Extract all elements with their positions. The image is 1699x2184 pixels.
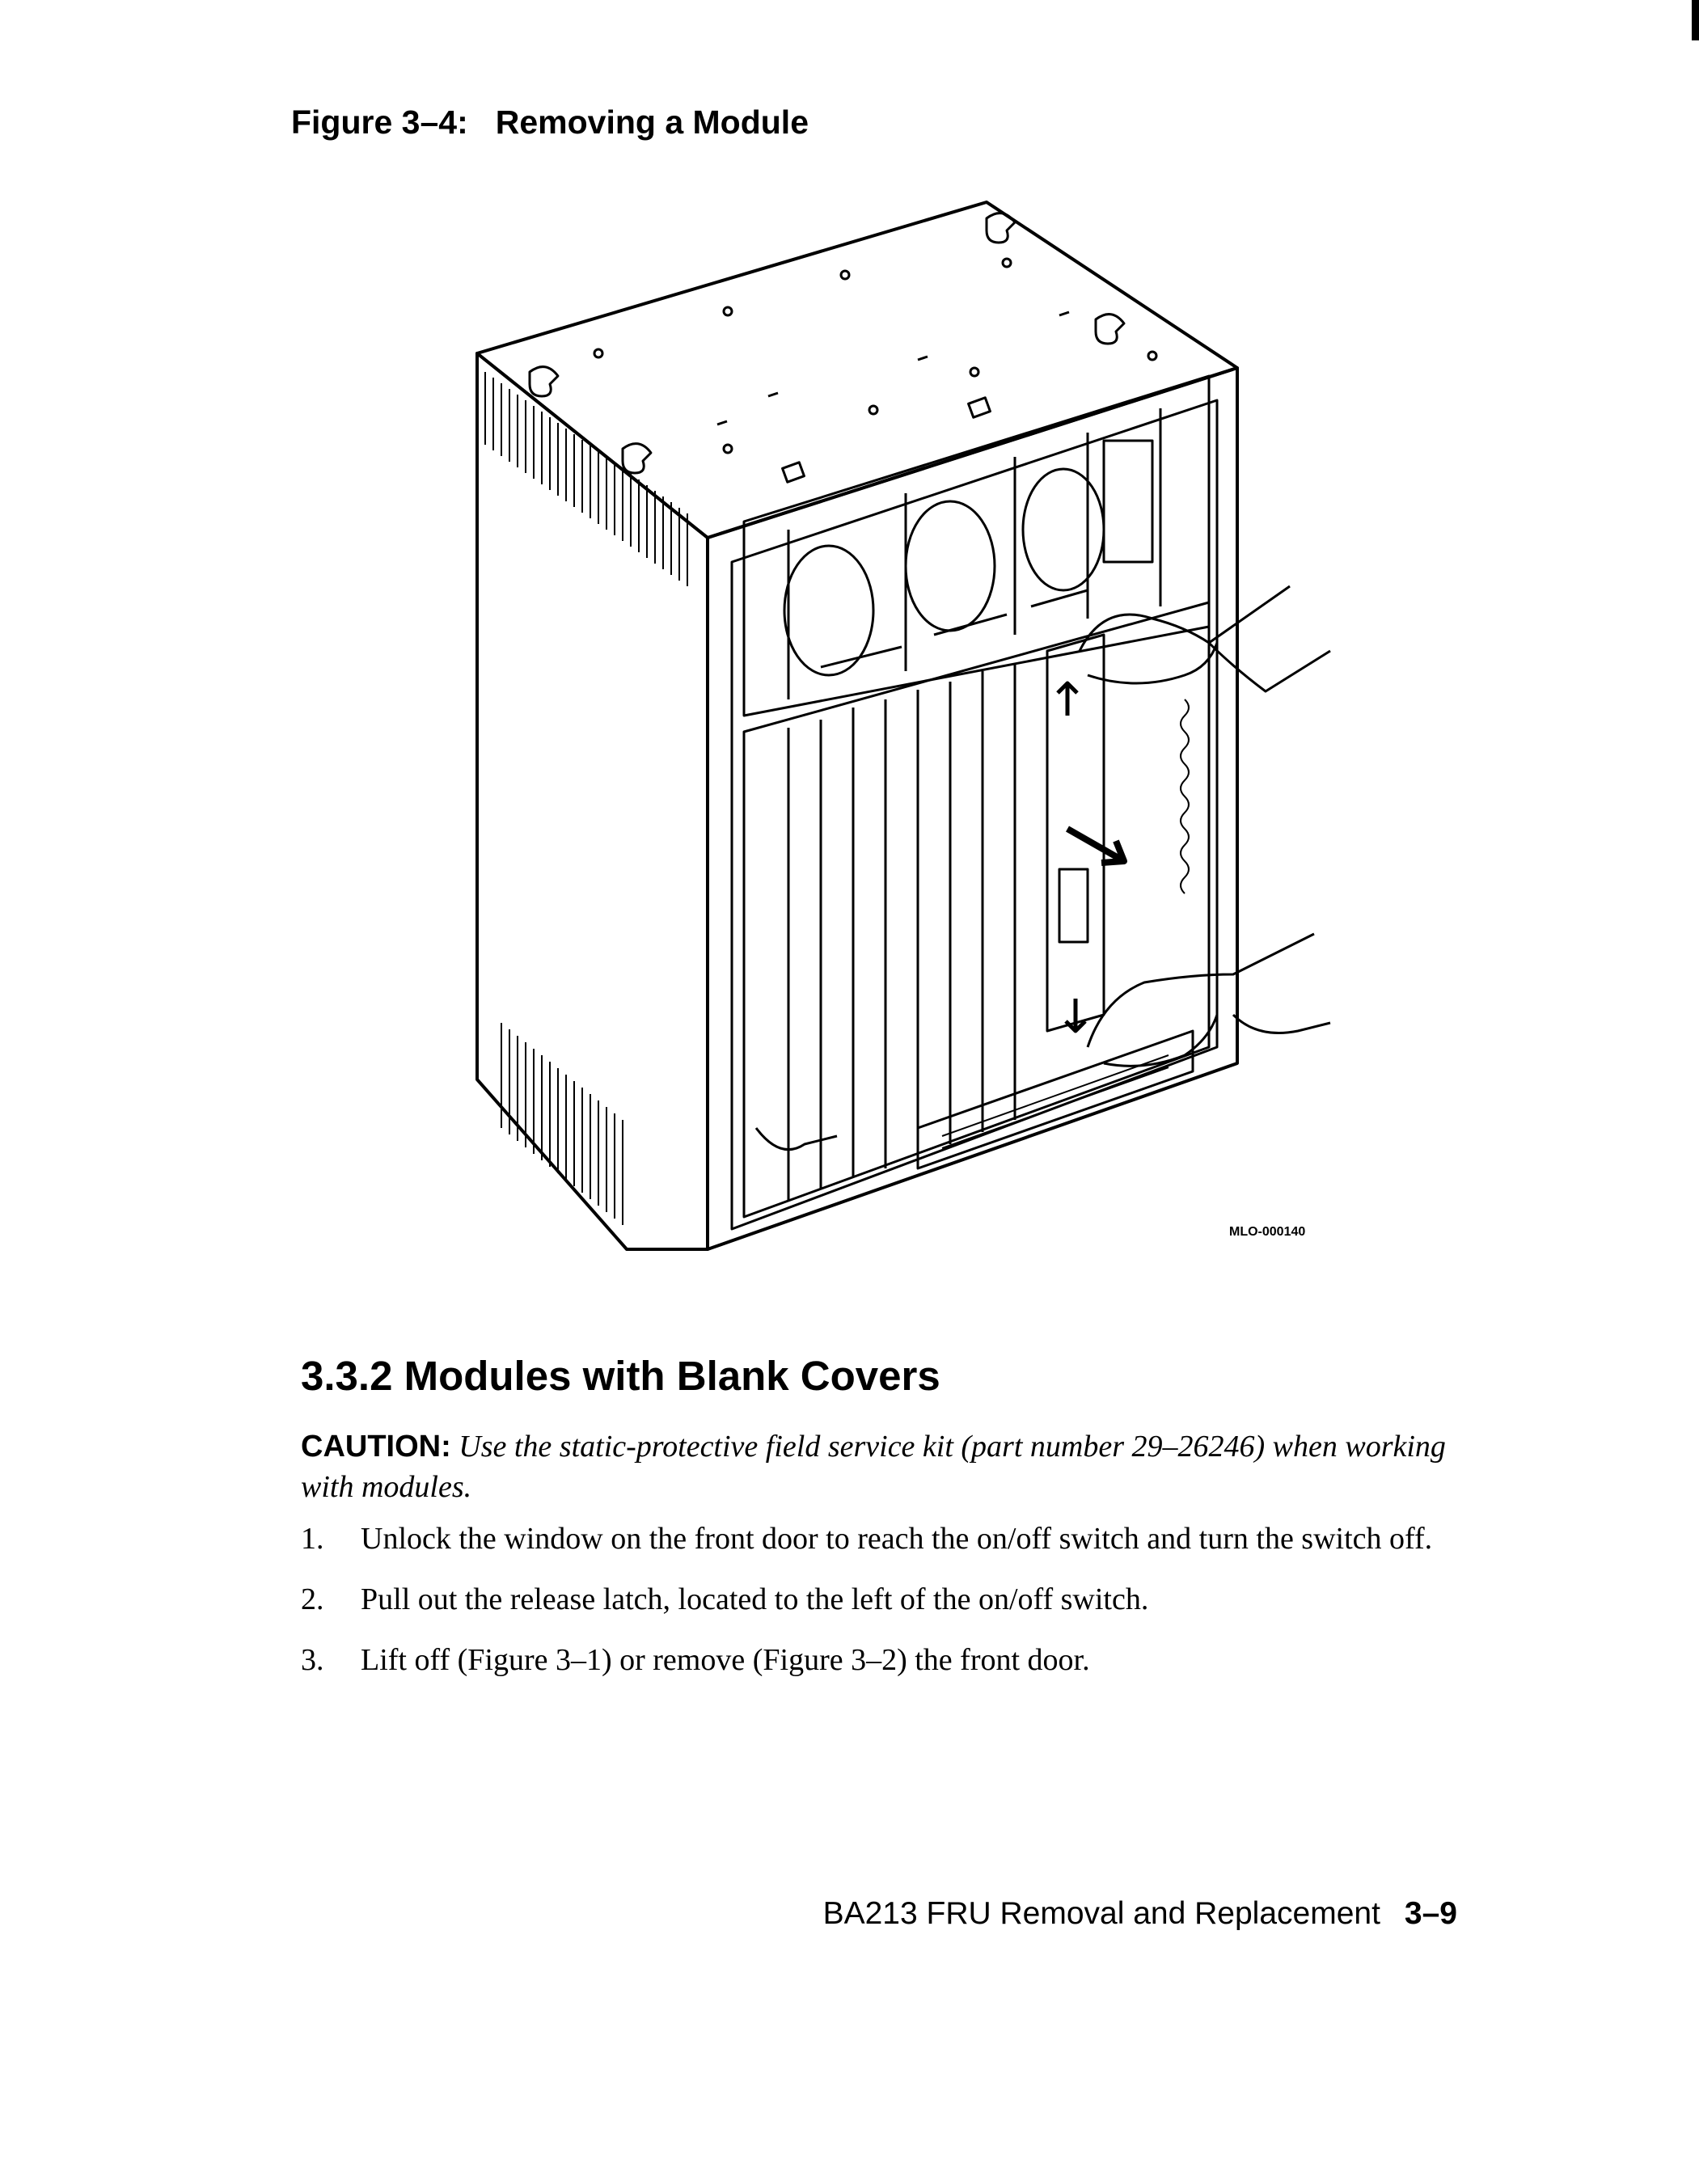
caution-label: CAUTION: bbox=[301, 1430, 451, 1464]
section-heading: 3.3.2 Modules with Blank Covers bbox=[301, 1353, 940, 1399]
step-text: Pull out the release latch, located to the left of the on/off switch. bbox=[361, 1582, 1149, 1616]
caution-note bbox=[301, 1426, 1465, 1507]
module-cage bbox=[744, 602, 1209, 1217]
caution-text: Use the static-protective field service kit (part number 29–26246) when working with modules. bbox=[301, 1430, 1446, 1504]
hands bbox=[1080, 586, 1330, 1066]
page-number: 3–9 bbox=[1404, 1896, 1457, 1931]
figure-number: Figure 3–4: bbox=[291, 103, 468, 141]
front-inner-frame bbox=[732, 400, 1217, 1229]
vent-grille-upper bbox=[485, 372, 687, 586]
figure-code: MLO-000140 bbox=[1229, 1225, 1306, 1239]
page-edge-mark bbox=[1692, 0, 1699, 40]
step-text: Lift off (Figure 3–1) or remove (Figure 3–2) the front door. bbox=[361, 1643, 1090, 1677]
module-removal-illustration bbox=[465, 198, 1355, 1265]
page-footer bbox=[768, 1896, 1457, 1932]
footer-title: BA213 FRU Removal and Replacement bbox=[822, 1896, 1380, 1931]
step-number: 1. bbox=[301, 1522, 324, 1556]
ground-cord bbox=[1181, 699, 1189, 893]
module-being-removed bbox=[1047, 635, 1124, 1031]
step-item bbox=[301, 1641, 1465, 1679]
step-item bbox=[301, 1581, 1465, 1619]
figure-title: Removing a Module bbox=[495, 103, 809, 141]
figure-caption bbox=[291, 103, 809, 142]
cabinet-left-side bbox=[477, 353, 708, 1249]
step-number: 3. bbox=[301, 1643, 324, 1677]
step-text: Unlock the window on the front door to reach the on/off switch and turn the switch off. bbox=[361, 1522, 1433, 1556]
procedure-steps bbox=[301, 1520, 1465, 1702]
cabinet-front bbox=[708, 368, 1237, 1249]
vent-grille-lower bbox=[501, 1023, 623, 1225]
step-number: 2. bbox=[301, 1582, 324, 1616]
step-item bbox=[301, 1520, 1465, 1558]
